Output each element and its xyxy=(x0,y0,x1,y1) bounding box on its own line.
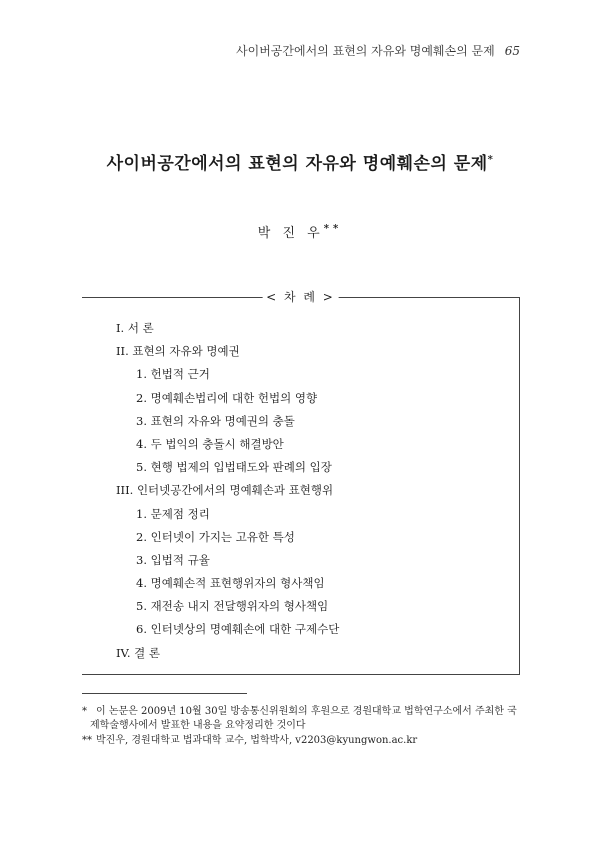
toc-item: 3. 표현의 자유와 명예권의 충돌 xyxy=(136,413,295,428)
toc-item: I. 서 론 xyxy=(116,321,154,335)
toc-item: 1. 헌법적 근거 xyxy=(136,367,210,382)
toc-item: 2. 인터넷이 가지는 고유한 특성 xyxy=(136,529,295,544)
toc-list xyxy=(116,317,339,665)
footnote-mark: * xyxy=(82,706,87,717)
author-name: 박 진 우 xyxy=(257,226,324,241)
toc-item: III. 인터넷공간에서의 명예훼손과 표현행위 xyxy=(116,483,334,498)
paper-title-block xyxy=(0,149,600,174)
footnote-text: 박진우, 경원대학교 법과대학 교수, 법학박사, v2203@kyungwon.ac.kr xyxy=(96,735,418,746)
toc-item: IV. 결 론 xyxy=(116,645,161,660)
toc-item: 4. 두 법익의 충돌시 해결방안 xyxy=(136,436,284,451)
table-of-contents xyxy=(82,290,520,675)
running-head-title: 사이버공간에서의 표현의 자유와 명예훼손의 문제 xyxy=(236,44,495,58)
footnote-mark: ** xyxy=(82,735,92,746)
toc-item: 4. 명예훼손적 표현행위자의 형사책임 xyxy=(136,576,325,591)
toc-item: 5. 현행 법제의 입법태도와 판례의 입장 xyxy=(136,460,332,475)
footnote xyxy=(82,705,522,733)
page-number: 65 xyxy=(504,44,520,58)
toc-item: 2. 명예훼손법리에 대한 헌법의 영향 xyxy=(136,390,318,405)
author-footnote-mark: ** xyxy=(323,223,343,235)
toc-heading: < 차 례 > xyxy=(262,288,339,306)
toc-item: 1. 문제점 정리 xyxy=(136,506,210,521)
toc-item: 6. 인터넷상의 명예훼손에 대한 구제수단 xyxy=(136,622,340,637)
toc-item: II. 표현의 자유와 명예권 xyxy=(116,344,240,359)
footnote xyxy=(82,734,522,748)
paper-title: 사이버공간에서의 표현의 자유와 명예훼손의 문제 xyxy=(106,154,488,174)
footnote-divider xyxy=(82,693,247,694)
toc-item: 5. 재전송 내지 전달행위자의 형사책임 xyxy=(136,599,329,614)
footnote-text-continued: 제학술행사에서 발표한 내용을 요약정리한 것이다 xyxy=(90,720,306,731)
toc-item: 3. 입법적 규율 xyxy=(136,552,210,567)
author-block xyxy=(0,222,600,241)
footnote-text: 이 논문은 2009년 10월 30일 방송통신위원회의 후원으로 경원대학교 법학연구소에서 주최한 국 xyxy=(96,706,517,717)
title-footnote-mark: * xyxy=(487,154,494,166)
running-head xyxy=(236,42,520,59)
footnotes xyxy=(82,705,522,749)
